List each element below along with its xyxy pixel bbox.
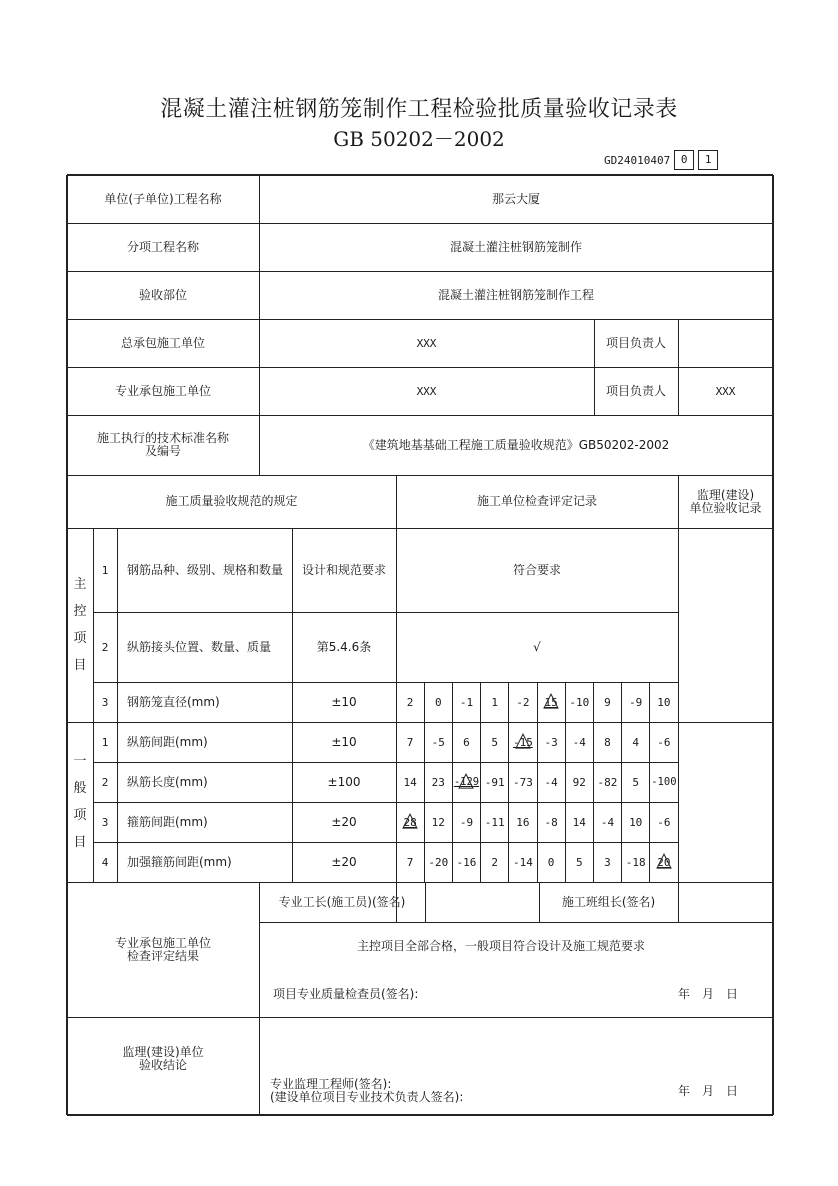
general-group-label [67, 722, 93, 882]
main-control-group-label [67, 528, 93, 722]
item-spec: 设计和规范要求 [301, 562, 386, 577]
measured-value: 23 [431, 775, 445, 789]
supervision-header-line1: 监理(建设) [696, 487, 755, 502]
measured-value: 92 [572, 775, 586, 789]
sub-project-value: 混凝土灌注桩钢筋笼制作 [449, 239, 582, 254]
standard-number: GB 50202－2002 [333, 127, 505, 151]
special-manager-value: XXX [715, 384, 736, 398]
form-title: 混凝土灌注桩钢筋笼制作工程检验批质量验收记录表 [160, 97, 678, 122]
item-name: 纵筋接头位置、数量、质量 [127, 639, 272, 654]
supervision-conclusion-label-line2: 验收结论 [138, 1058, 187, 1072]
item-spec: 第5.4.6条 [316, 639, 372, 654]
item-number: 4 [101, 855, 109, 869]
measured-value: -4 [572, 735, 586, 749]
measured-value: -2 [516, 695, 530, 709]
code-box-1: 0 [674, 150, 694, 170]
inspection-part-value: 混凝土灌注桩钢筋笼制作工程 [437, 287, 594, 302]
measured-value: 2 [491, 855, 498, 869]
measured-value-flagged: 28 [396, 802, 424, 842]
supervision-header-line2: 单位验收记录 [689, 500, 762, 515]
item-number: 2 [101, 640, 109, 654]
measured-value: -5 [431, 735, 445, 749]
item-result: 符合要求 [512, 562, 561, 577]
team-leader-signature-label: 施工班组长(签名) [561, 894, 656, 909]
measured-value: 16 [516, 815, 530, 829]
measured-value: -4 [544, 775, 558, 789]
measured-value: 14 [403, 775, 417, 789]
item-spec: ±100 [327, 774, 361, 789]
measured-value: -3 [544, 735, 558, 749]
measured-value: -91 [484, 775, 505, 789]
general-contractor-value: XXX [416, 336, 437, 350]
out-of-tolerance-triangle-icon [457, 772, 475, 790]
item-name: 箍筋间距(mm) [127, 814, 208, 829]
measured-value-flagged: -15 [509, 722, 537, 762]
item-name: 钢筋品种、级别、规格和数量 [127, 562, 284, 577]
measured-value: -100 [651, 776, 677, 788]
quality-inspector-signature-label: 项目专业质量检查员(签名): [273, 987, 419, 1001]
measured-value: 12 [431, 815, 445, 829]
column-header-spec: 施工质量验收规范的规定 [165, 494, 298, 508]
measured-value: 0 [547, 855, 555, 869]
measured-value: -6 [657, 735, 671, 749]
measured-value-flagged: 20 [650, 842, 678, 882]
measured-value: -9 [629, 695, 643, 709]
out-of-tolerance-triangle-icon [655, 852, 673, 870]
group-label-char: 项 [73, 631, 87, 646]
item-spec: ±10 [331, 694, 357, 709]
form-code-text: GD24010407 [604, 153, 671, 167]
out-of-tolerance-triangle-icon [542, 692, 560, 710]
special-manager-label: 项目负责人 [605, 383, 666, 398]
foreman-signature-field[interactable] [425, 882, 539, 922]
code-box-2: 1 [698, 150, 718, 170]
supervision-conclusion-label-line1: 监理(建设)单位 [122, 1045, 204, 1059]
group-label-char: 项 [73, 808, 87, 823]
measured-value: 7 [406, 735, 414, 749]
measured-value: -16 [456, 855, 477, 869]
out-of-tolerance-triangle-icon [401, 812, 419, 830]
contractor-date-label: 年 月 日 [678, 987, 739, 1001]
group-label-char: 主 [73, 577, 87, 592]
measured-value: 3 [604, 855, 611, 869]
item-name: 纵筋长度(mm) [127, 774, 208, 789]
standard-label [67, 415, 259, 475]
measured-value: 0 [434, 695, 442, 709]
measured-value: -14 [512, 855, 533, 869]
measured-value: -6 [657, 815, 671, 829]
unit-project-label: 单位(子单位)工程名称 [104, 191, 222, 206]
measured-value: 5 [491, 735, 498, 749]
contractor-result-label-line1: 专业承包施工单位 [114, 935, 211, 950]
special-contractor-label: 专业承包施工单位 [114, 383, 211, 398]
item-number: 1 [101, 563, 109, 577]
measured-value: 10 [657, 695, 671, 709]
item-number: 1 [101, 735, 109, 749]
column-header-supervision [678, 475, 773, 528]
measured-value: 4 [632, 735, 639, 749]
item-spec: ±20 [331, 854, 357, 869]
measured-value: 2 [406, 695, 414, 709]
item-spec: ±10 [331, 734, 357, 749]
measured-value: 6 [463, 735, 470, 749]
measured-value: 7 [406, 855, 414, 869]
measured-value: 10 [629, 815, 643, 829]
general-manager-value [678, 319, 773, 367]
item-number: 2 [101, 775, 109, 789]
general-manager-label: 项目负责人 [605, 335, 666, 350]
contractor-result-label [67, 882, 259, 1017]
standard-label-line2: 及编号 [144, 444, 181, 458]
measured-value: -11 [484, 815, 505, 829]
item-number: 3 [101, 815, 109, 829]
item-spec: ±20 [331, 814, 357, 829]
item-result: √ [533, 639, 541, 654]
measured-value: -73 [512, 775, 533, 789]
team-leader-signature-field[interactable] [678, 882, 773, 922]
group-label-char: 目 [73, 658, 87, 673]
item-name: 钢筋笼直径(mm) [127, 694, 220, 709]
unit-project-value: 那云大厦 [491, 191, 540, 206]
measured-value: -20 [428, 855, 449, 869]
measured-value: -8 [544, 815, 558, 829]
out-of-tolerance-triangle-icon [514, 732, 532, 750]
measured-value-flagged: -129 [452, 762, 480, 802]
measured-value: 5 [632, 775, 639, 789]
special-contractor-value: XXX [416, 384, 437, 398]
group-label-char: 控 [73, 604, 87, 619]
measured-value: 14 [572, 815, 586, 829]
measured-value: -9 [459, 815, 474, 829]
measured-value: 1 [491, 695, 498, 709]
foreman-signature-label: 专业工长(施工员)(签名) [278, 894, 406, 909]
owner-technical-lead-signature-label: (建设单位项目专业技术负责人签名): [270, 1090, 464, 1104]
measured-value-flagged: 15 [537, 682, 565, 722]
standard-value: 《建筑地基基础工程施工质量验收规范》GB50202-2002 [362, 437, 670, 452]
item-number: 3 [101, 695, 109, 709]
measured-value: -1 [459, 695, 474, 709]
supervision-record-cell [678, 528, 773, 882]
supervision-engineer-signature-label: 专业监理工程师(签名): [270, 1077, 392, 1091]
standard-label-line1: 施工执行的技术标准名称 [96, 431, 229, 445]
inspection-part-label: 验收部位 [138, 287, 187, 302]
sub-project-label: 分项工程名称 [126, 239, 199, 254]
general-contractor-label: 总承包施工单位 [120, 335, 205, 350]
item-name: 加强箍筋间距(mm) [127, 854, 232, 869]
group-label-char: 般 [73, 781, 87, 796]
column-header-construction-record: 施工单位检查评定记录 [476, 494, 597, 508]
measured-value: -82 [597, 775, 618, 789]
group-label-char: 目 [73, 835, 87, 850]
contractor-result-label-line2: 检查评定结果 [126, 948, 199, 963]
measured-value: 9 [604, 695, 611, 709]
supervision-date-label: 年 月 日 [678, 1084, 739, 1098]
measured-value: 8 [604, 735, 611, 749]
supervision-conclusion-label [67, 1017, 259, 1115]
item-name: 纵筋间距(mm) [127, 734, 208, 749]
measured-value: -10 [569, 695, 590, 709]
group-label-char: 一 [73, 754, 87, 769]
measured-value: -4 [600, 815, 615, 829]
measured-value: -18 [625, 855, 646, 869]
contractor-conclusion-text: 主控项目全部合格，一般项目符合设计及施工规范要求 [357, 939, 646, 953]
measured-value: 5 [575, 855, 583, 869]
